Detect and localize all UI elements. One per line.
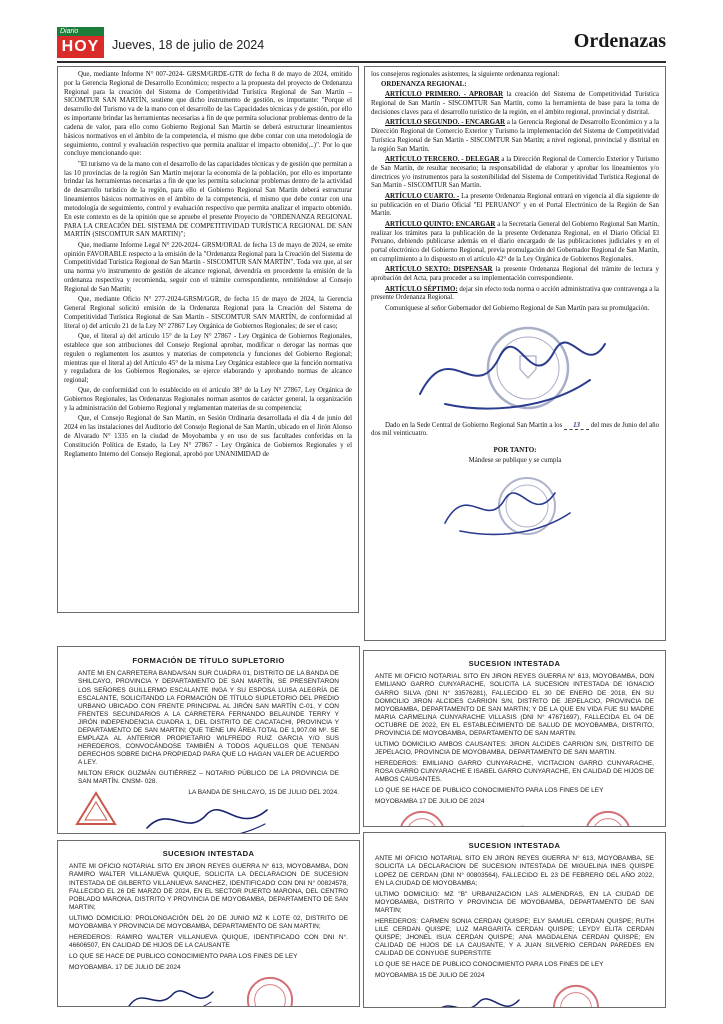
- paragraph: "El turismo va de la mano con el desarrollo de las capacidades técnicas y de gestión que permitan a las 10 provincias de la región San Martín mejorar la economía de la población, por ello es importante brindar las herramientas necesarias a fin de que les permita solucionar problemas dentro de la actividad de desarrollo turístico de la región, para ello el Gobierno Regional San Martín deberá estructurar lineamientos básicos normativos en el ámbito de la competencia, el mismo que debe contar con una metodología de seguimiento, control y evaluación respectivo que permita analizar el impacto obtenido. En este contexto es de la opinión que se apruebe el presente Proyecto de "ORDENANZA REGIONAL PARA LA CREACIÓN DEL SISTEMA DE COMPETITIVIDAD TURÍSTICA REGIONAL DE SAN MARTÍN (SISCOMTUR SAN MARTIN)";: [64, 160, 352, 239]
- issued-statement: [371, 422, 659, 440]
- notary-signature: [123, 984, 219, 1007]
- notary-signature: [429, 992, 525, 1008]
- ordinance-article: [371, 156, 659, 191]
- notice-paragraph: LO QUE SE HACE DE PUBLICO CONOCIMIENTO PARA LOS FINES DE LEY: [69, 952, 298, 960]
- secondary-seal-area: [371, 469, 659, 545]
- notary-signature: [139, 800, 279, 834]
- article-body: a la Dirección Regional de Comercio Exterior y Turismo de San Martín, de resultar necesario; la responsabilidad de elaborar y aprobar los lineamientos y/o directrices y/o instrumentos para la sostenibilidad del Sistema de Competitividad Turística Regional de San Martín - SISCOMTUR San Martín.: [371, 155, 659, 190]
- issued-statement-pre: Dado en la Sede Central de Gobierno Regional San Martín a los: [385, 421, 563, 429]
- article-body: la presente Ordenanza Regional del trámite de lectura y aprobación del Acta, para proceder a su implementación correspondiente.: [371, 266, 659, 283]
- article-heading: ARTÍCULO QUINTO: ENCARGAR: [385, 220, 496, 228]
- notice-paragraph: ANTE MI EN CARRETERA BANDA/SAN SUR CUADRA 01, DISTRITO DE LA BANDA DE SHILCAYO, PROVINCIA Y DEPARTAMENTO DE SAN MARTÍN, SE PRESENTARON LOS SEÑORES GUILLERMO ESCALANTE INGA Y SU ESPOSA LUISA ALEGRÍA DE ESCALANTE, SOLICITANDO LA FORMACIÓN DE TÍTULO SUPLETORIO DEL PREDIO URBANO UBICADO CON FRENTE PRINCIPAL AL JIRÓN SAN MARTÍN C-01, Y CON FRENTES SECUNDARIOS A LA CARRETERA FERNANDO BELAUNDE TERRY Y JIRÓN INDEPENDENCIA CUADRA 1, DEL DISTRITO DE CACATACHI, PROVINCIA Y DEPARTAMENTO DE SAN MARTIN; QUE TIENE UN ÁREA TOTAL DE 1,907.08 M². SE EMPLAZA AL ANTERIOR PROPIETARIO WILFREDO RUIZ GARCIA Y/O SUS HEREDEROS, CONVOCÁNDOSE TAMBIÉN A TODOS AQUELLOS QUE TENGAN DERECHOS SOBRE DICHA PROPIEDAD PARA QUE LO HAGAN VALER DE ACUERDO A LEY.: [78, 670, 339, 766]
- notice-paragraph: ANTE MI OFICIO NOTARIAL SITO EN JIRON REYES GUERRA N° 613, MOYOBAMBA, DON RAMIRO WALTER VILLANUEVA QUIQUE, SOLICITA LA DECLARACION DE SUCESION INTESTADA DE GILBERTO VILLANUEVA SANCHEZ, IDENTIFICADO CON DNI N° 00824578, FALLECIDO EL 26 DE MARZO DE 2024, EN EL SECTOR PUERTO MARONA, DEL CENTRO POBLADO MARONA, DISTRITO Y PROVINCIA DE MOYOBAMBA, DEPARTAMENTO DE SAN MARTIN;: [69, 863, 348, 911]
- secondary-seal-stamp: [405, 469, 625, 543]
- left-column: [57, 66, 359, 613]
- notice-sucesion-garro: [363, 650, 666, 827]
- official-seal-stamp: [390, 316, 640, 420]
- notice-sucesion-cerdan: [363, 832, 666, 1008]
- paragraph: Que, el Consejo Regional de San Martín, en Sesión Ordinaria desarrollada el día 4 de junio del 2024 en las instalaciones del Auditorio del Consejo Regional de San Martín, ubicado en el Jirón Alonso de Alvarado N° 1335 en la ciudad de Moyobamba y en uso de sus facultades conferidas en la Constitución Política de Estado, la Ley N° 27867 - Ley Orgánica de Gobiernos Regionales y el Reglamento Interno del Consejo Regional, aprobó por UNANIMIDAD de: [64, 415, 352, 458]
- notice-paragraph: LO QUE SE HACE DE PUBLICO CONOCIMIENTO PARA LOS FINES DE LEY: [375, 787, 604, 795]
- paragraph: Que, el literal a) del artículo 15° de la Ley N° 27867 - Ley Orgánica de Gobiernos Regionales, establece que son atribuciones del Consejo Regional aprobar, modificar o derogar las normas que regulen o reglamenten los asuntos y materias de competencia y funciones del Gobierno Regional; mientras que el literal a) del Artículo 45° de la misma Ley Orgánica establece que la función normativa y reguladora de los Gobiernos Regionales, se ejerce elaborando y aprobando normas de alcance regional;: [64, 333, 352, 385]
- notice-paragraph: ULTIMO DOMICILIO: MZ "B" URBANIZACION LAS ALMENDRAS, EN LA CIUDAD DE MOYOBAMBA, DISTRITO Y PROVINCIA DE MOYOBAMBA, DEPARTAMENTO DE SAN MARTIN;: [375, 890, 654, 914]
- notice-paragraph: MILTON ERICK GUZMÁN GUTIÉRREZ – NOTARIO PÚBLICO DE LA PROVINCIA DE SAN MARTÍN. CNSM- 028.: [78, 769, 339, 786]
- section-title: Ordenazas: [573, 30, 666, 52]
- notice-title: SUCESION INTESTADA: [162, 849, 255, 858]
- notice-paragraph: ULTIMO DOMICILIO AMBOS CAUSANTES: JIRON ALCIDES CARRION S/N, DISTRITO DE JEPELACIO, PROVINCIA DE MOYOBAMBA, DEPARTAMENTO DE SAN MARTIN.: [375, 740, 654, 756]
- issue-date: Jueves, 18 de julio de 2024: [112, 38, 265, 52]
- paragraph: Que, mediante Informe Legal N° 220-2024- GRSM/ORAL de fecha 13 de mayo de 2024, se emite opinión FAVORABLE respecto a la emisión de la "Ordenanza Regional para la Creación del Sistema de Competitividad Turística Regional de San Martín - SISCOMTUR SAN MARTÍN". Toda vez que, al ser una norma y/o instrumento de gestión de alcance regional, devendría en procedente la emisión de la ordenanza respectiva y recomienda, seguir con el trámite correspondiente, remitiéndose al Consejo Regional de San Martín;: [64, 241, 352, 293]
- ordinance-heading: ORDENANZA REGIONAL:: [381, 81, 467, 89]
- article-heading: ARTÍCULO SEGUNDO. - ENCARGAR: [385, 119, 506, 127]
- article-body: dejar sin efecto toda norma o acción administrativa que contravenga a la presente Ordenanza Regional.: [371, 285, 659, 302]
- notice-date: MOYOBAMBA. 17 DE JULIO DE 2024: [69, 963, 181, 971]
- article-body: a la Secretaría General del Gobierno Regional San Martín, realizar los trámites para la publicación de la presente Ordenanza Regional, en el Diario Oficial El Peruano, debiendo publicarse además en el diario encargado de las publicaciones judiciales y en el portal electrónico del Gobierno Regional, previa promulgación del Gobernador Regional de San Martín, en cumplimiento a lo dispuesto en el artículo 42° de la Ley Orgánica de Gobiernos Regionales.: [371, 220, 659, 264]
- governor-signature: [420, 342, 605, 408]
- article-body: La presente Ordenanza Regional entrará en vigencia al día siguiente de su publicación en el Diario Oficial "El PERUANO" y en el Portal Electrónico de la Región de San Martín.: [371, 192, 659, 218]
- article-body: a la Gerencia Regional de Desarrollo Económico y a la Dirección Regional de Comercio Exterior y Turismo la implementación del Sistema de Competitividad Turística Regional de San Martín - SISCOMTUR San Martín; a nivel regional, provincial y distrital en la región San Martín.: [371, 119, 659, 153]
- ordinance-closing: Comuníquese al señor Gobernador del Gobierno Regional de San Martín para su promulgación.: [385, 304, 650, 312]
- notary-seal-stamp: [551, 983, 601, 1008]
- ordinance-article: [371, 221, 659, 265]
- stamp-row: [375, 809, 654, 827]
- notary-emblem-stamp: [74, 790, 118, 828]
- notary-signature: [473, 819, 557, 827]
- notice-paragraph: LO QUE SE HACE DE PUBLICO CONOCIMIENTO PARA LOS FINES DE LEY: [375, 960, 604, 968]
- por-tanto-label: POR TANTO:: [493, 446, 537, 455]
- notice-paragraph: ANTE MI OFICIO NOTARIAL SITO EN JIRON REYES GUERRA N° 613, MOYOBAMBA, SE SOLICITA LA DECLARACION DE SUCESION INTESTADA DE MIGUELINA INES QUISPE LOPEZ DE CERDAN (DNI N° 00803564), FALLECIDO EL 23 DE FEBRERO DEL AÑO 2022, EN LA CIUDAD DE MOYOBAMBA;: [375, 855, 654, 887]
- notice-paragraph: HEREDEROS: CARMEN SONIA CERDAN QUISPE; ELY SAMUEL CERDAN QUISPE; RUTH LILE CERDAN QUISPE; LUZ MARGARITA CERDAN QUISPE; LEYDY ELITA CERDAN QUISPE; JHONEL ISUA CERDAN QUISPE; ANA MAGDALENA CERDAN QUISPE; EN CALIDAD DE HIJOS DE LA CAUSANTE, Y A JUAN SILVERIO CERDAN PAREDES EN CALIDAD DE CONYUGE SUPERSTITE: [375, 917, 654, 957]
- ordinance-article: [371, 119, 659, 154]
- notice-paragraph: HEREDEROS: EMILIANO GARRO CUNYARACHE, VICITACION GARRO CUNYARACHE, ROSA GARRO CUNYARACHE E ISABEL GARRO CUNYARACHE, EN CALIDAD DE HIJOS DE AMBOS CAUSANTES.: [375, 759, 654, 783]
- logo-diario-label: Diario: [57, 27, 104, 36]
- ordinance-intro: los consejeros regionales asistentes, la siguiente ordenanza regional:: [371, 71, 560, 78]
- notice-title: SUCESION INTESTADA: [468, 659, 561, 668]
- notice-date: MOYOBAMBA 15 DE JULIO DE 2024: [375, 972, 485, 980]
- article-body: la creación del Sistema de Competitividad Turística Regional de San Martín - SISCOMTUR San Martín, como la herramienta de base para la toma de decisiones claves para el desarrollo turístico de la región, en el ámbito regional, provincial y distrital.: [371, 91, 659, 116]
- notice-sucesion-villanueva: [57, 840, 360, 1007]
- right-column: [364, 66, 666, 641]
- paragraph: Que, mediante Informe N° 007-2024- GRSM/GRDE-GTR de fecha 8 de mayo de 2024, emitido por la Gerencia Regional de Desarrollo Económico; respecto a la propuesta del proyecto de Ordenanza Regional para la creación del Sistema de Competitividad Turística Regional de San Martín – SICOMTUR SAN MARTÍN, sostiene que dicho instrumento de gestión, es importante: "Porque el desarrollo del Turismo va de la mano con el desarrollo de las Capacidades técnicas y de gestión, por ello es importante brindar las herramientas necesarias a fin de que permita solucionar problemas dentro de la cadena de valor, para ello como Gobierno Regional San Martín se deberá estructurar lineamientos básicos normativos en el ámbito de la competencia, el mismo que debe contar con una metodología de seguimiento, control y evaluación respectivo que permita analizar el impacto obtenido(...)". Por lo que concluye mencionando que:: [64, 71, 352, 158]
- article-heading: ARTÍCULO SEXTO: DISPENSAR: [385, 266, 493, 274]
- paragraph: Que, mediante Oficio N° 277-2024-GRSM/GGR, de fecha 15 de mayo de 2024, la Gerencia General Regional solicitó emisión de la Ordenanza Regional para la Creación del Sistema de Competitividad Turística Regional de San Martín - SISCOMTUR SAN MARTÍN, de conformidad al literal o) del artículo 21 de la Ley N° 27867 Ley Orgánica de Gobiernos Regionales; de ser el caso;: [64, 296, 352, 330]
- notary-seal-stamp: [245, 975, 295, 1007]
- stamp-row: [69, 975, 348, 1007]
- notice-date: MOYOBAMBA 17 DE JULIO DE 2024: [375, 798, 485, 806]
- article-heading: ARTÍCULO PRIMERO. - APROBAR: [385, 91, 504, 99]
- article-heading: ARTÍCULO SÉPTIMO:: [385, 285, 458, 293]
- notary-seal-stamp: [397, 809, 447, 827]
- logo-hoy-label: HOY: [61, 38, 100, 55]
- mandese-label: Mándese se publique y se cumpla: [468, 457, 562, 465]
- stamp-row: [375, 983, 654, 1008]
- ordinance-article: [371, 286, 659, 304]
- ordinance-article: [371, 91, 659, 117]
- notice-paragraph: ANTE MI OFICIO NOTARIAL SITO EN JIRON REYES GUERRA N° 613, MOYOBAMBA, DON EMILIANO GARRO CUNYARACHE, SOLICITA LA SUCESION INTESTADA DE IGNACIO GARRO SILVA (DNI N° 33576281), FALLECIDO EL 30 DE ENERO DE 2018, EN SU DOMICILIO JIRON ALCIDES CARRION S/N, DISTRITO DE JEPELACIO, PROVINCIA DE MOYOBAMBA, DEPARTAMENTO DE SAN MARTIN; Y DE LA QUE EN VIDA FUE SU MADRE MARIA CARMELINA CUNYARACHE VILLASIS (DNI N° 47671697), FALLECIDA EL 04 DE OCTUBRE DE 2022, EN EL ESTABLECIMIENTO DE SALUD DE MOYOBAMBA, DISTRITO, PROVINCIA DE MOYOBAMBA, DEPARTAMENTO DE SAN MARTIN.: [375, 673, 654, 737]
- paragraph: Que, de conformidad con lo establecido en el artículo 38° de la Ley N° 27867, Ley Orgánica de Gobiernos Regionales, las Ordenanzas Regionales norman asuntos de carácter general, la organización y la administración del Gobierno Regional y reglamentan materias de su competencia;: [64, 387, 352, 413]
- notary-seal-stamp: [583, 809, 633, 827]
- notice-title: FORMACIÓN DE TÍTULO SUPLETORIO: [132, 656, 285, 665]
- diario-hoy-logo: [57, 27, 104, 58]
- handwritten-day: 13: [564, 422, 589, 430]
- article-heading: ARTÍCULO CUARTO. -: [385, 192, 460, 200]
- ordinance-article: [371, 193, 659, 219]
- notice-paragraph: ULTIMO DOMICILIO: PROLONGACIÓN DEL 20 DE JUNIO MZ K LOTE 02, DISTRITO DE MOYOBAMBA Y PROVINCIA DE MOYOBAMBA, DEPARTAMENTO DE SAN MARTIN;: [69, 914, 348, 930]
- notice-date: LA BANDA DE SHILCAYO, 15 DE JULIO DEL 2024.: [188, 789, 339, 797]
- notice-titulo-supletorio: [57, 646, 360, 834]
- notice-title: SUCESION INTESTADA: [468, 841, 561, 850]
- seal-and-signature-area: [371, 316, 659, 420]
- header-divider: [57, 61, 666, 63]
- issued-statement-post: del mes de Junio del año dos mil veinticuatro.: [371, 421, 660, 438]
- ordinance-article: [371, 266, 659, 284]
- notice-paragraph: HEREDEROS: RAMIRO WALTER VILLANUEVA QUIQUE, IDENTIFICADO CON DNI N°. 46606507, EN CALIDAD DE HIJOS DE LA CAUSANTE: [69, 933, 348, 949]
- article-heading: ARTÍCULO TERCERO. - DELEGAR: [385, 155, 500, 163]
